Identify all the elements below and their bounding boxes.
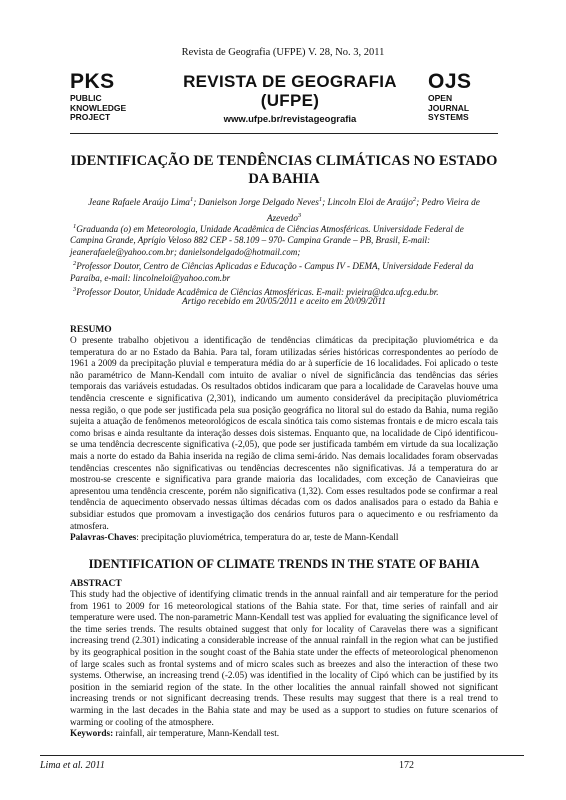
journal-subtitle: (UFPE) [260, 91, 320, 110]
ojs-logo-line: SYSTEMS [428, 112, 469, 122]
resumo-text: O presente trabalho objetivou a identificação de tendências climáticas da precipitação pluviométrica e da temperatura do ar no Estado da Bahia. Para tal, foram utilizadas séries históricas correspondentes ao período de 1961 a 2009 da precipitação pluvial e temperatura média do ar à superfície de 16 localidades. Foi aplicado o teste não paramétrico de Mann-Kendall com intuito de avaliar o nível de significância das tendências das séries temporais das variáveis estudadas. Os resultados obtidos indicaram que para a localidade de Caravelas houve uma tendência crescente e significativa (2,301), indicando um aumento considerável da precipitação pluviométrica nessa região, o que pode ser justificada pela sua posição geográfica no litoral sul do estado da Bahia, numa região sujeita a atuação de fenômenos meteorológicos de escala sinótica tais como sistemas frontais e de micro escala tais como brisas e ainda resultante da interação desses dois sistemas. Enquanto que, na localidade de Cipó identificou-se uma tendência decrescente significativa (-2,05), que pode ser justificada também em virtude da sua localização mais a norte do estado da Bahia inserida na região de clima semi-árido. Nas demais localidades foram observadas tendências crescentes não significativas ou tendências decrescentes não significativas. Já a temperatura do ar mostrou-se crescente e significativa para grande maioria das localidades, com exceção de Canavieiras que apresentou uma tendência crescente, porém não significativa (1,32). Com esses resultados pode se confirmar a real tendência de aquecimento observado nessas últimas décadas com os dados analisados para o estado da Bahia e subsidiar estudos que promovam a investigação dos cenários futuros para o aquecimento e ou resfriamento da atmosfera. [70, 336, 498, 532]
abstract-text: This study had the objective of identifying climatic trends in the annual rainfall and air temperature for the period from 1961 to 2009 for 16 meteorological stations of the Bahia state. For that, time series of rainfall and air temperature were used. The non-parametric Mann-Kendall test was applied for evaluating the significance level of the time series trends. The results obtained suggest that only for locality of Caravelas there was a significant increasing trend (2.301) indicating a considerable increase of the annual rainfall in the region what can be justified by its geographical position in the sought coast of the Bahia state under the effects of meteorological phenomenon of large scales such as frontal systems and of micro scales such as breezes and also the interaction of these two systems. Otherwise, an increasing trend (-2.05) was identified in the locality of Cipó which can be justified by its position in the semiarid region of the state. In the other localities the annual rainfall showed not significant increasing trends or not significant decreasing trends. These results may suggest that there is a real trend to warming in the last decades in the Bahia state and may be used as a support to studies on future scenarios of warming or cooling of the atmosphere. [70, 590, 498, 728]
article-title-english: IDENTIFICATION OF CLIMATE TRENDS IN THE STATE OF BAHIA [88, 557, 480, 571]
journal-masthead [70, 72, 498, 132]
author-name: Lincoln Eloi de Araújo [327, 198, 413, 209]
article-title-portuguese: IDENTIFICAÇÃO DE TENDÊNCIAS CLIMÁTICAS NO ESTADO DA BAHIA [70, 153, 498, 187]
abstract-heading: ABSTRACT [70, 579, 122, 589]
affiliation-item: $^3$Professor Doutor, Unidade Acadêmica de Ciências Atmosféricas. E-mail: pvieira@dca.ufcg.edu.br. [73, 286, 439, 298]
received-date: Artigo recebido em 20/05/2011 e aceito em 20/09/2011 [181, 297, 387, 307]
ojs-logo-line: OPEN [428, 93, 453, 103]
affiliations [70, 221, 498, 299]
journal-title: REVISTA DE GEOGRAFIA [183, 72, 397, 91]
pkp-logo-line: KNOWLEDGE [70, 102, 127, 113]
abstract-keywords-label: Keywords: [70, 729, 114, 740]
affiliation-item: $^1$Graduanda (o) em Meteorologia, Unidade Acadêmica de Ciências Atmosféricas. Universidade Federal de Campina Grande, Aprígio Veloso 882 CEP - 58.109 – 970- Campina Grande – PB, Brasil, E-mail: jeanerafaele@yahoo.com.br; danielsondelgado@hotmail.com; [70, 223, 464, 257]
pkp-logo-line: PROJECT [70, 112, 111, 122]
author-name: Danielson Jorge Delgado Neves [198, 198, 319, 209]
journal-title-block [165, 72, 415, 125]
masthead-divider [70, 133, 498, 134]
pkp-logo-text: PKS [70, 70, 115, 93]
abstract-keywords: rainfall, air temperature, Mann-Kendall test. [113, 729, 280, 740]
resumo-heading: RESUMO [70, 325, 112, 335]
journal-reference: Revista de Geografia (UFPE) V. 28, No. 3, 2011 [181, 47, 385, 58]
journal-url: www.ufpe.br/revistageografia [223, 114, 357, 125]
author-list: Jeane Rafaele Araújo Lima$^1$; Danielson Jorge Delgado Neves$^1$; Lincoln Eloi de Araújo$^2$; Pedro Vieira de Azevedo$^3$ [88, 196, 480, 224]
affiliation-item: $^2$Professor Doutor, Centro de Ciências Aplicadas e Educação - Campus IV - DEMA, Universidade Federal da Paraíba, e-mail: lincolneloi@yahoo.com.br [70, 260, 474, 283]
author-name: Pedro Vieira de Azevedo [266, 198, 480, 224]
resumo-keywords: : precipitação pluviométrica, temperatura do ar, teste de Mann-Kendall [136, 533, 399, 544]
pkp-logo [70, 72, 126, 123]
resumo-keywords-label: Palavras-Chaves [70, 533, 137, 544]
ojs-logo-text: OJS [428, 70, 472, 93]
resumo-body [70, 336, 498, 545]
pkp-logo-line: PUBLIC [70, 93, 102, 103]
footer-divider [40, 755, 524, 756]
ojs-logo-line: JOURNAL [428, 102, 470, 113]
abstract-body [70, 590, 498, 741]
author-name: Jeane Rafaele Araújo Lima [88, 198, 190, 209]
ojs-logo [428, 72, 472, 123]
page-number: 172 [399, 760, 414, 771]
footer-citation: Lima et al. 2011 [40, 760, 105, 771]
